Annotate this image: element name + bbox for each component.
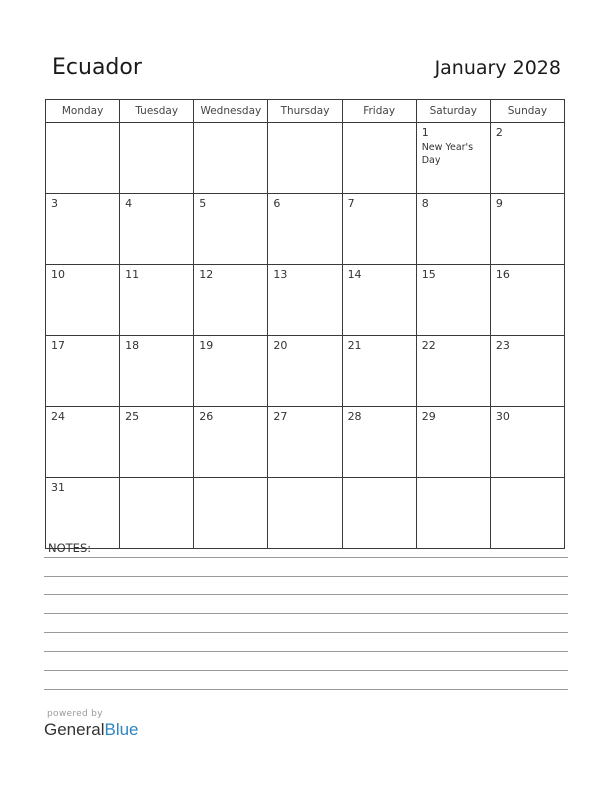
day-number: 15	[421, 268, 436, 281]
calendar-week-row	[46, 265, 565, 336]
calendar-day-cell	[194, 407, 268, 478]
weekday-header: Thursday	[268, 100, 342, 123]
calendar-day-cell	[268, 478, 342, 549]
day-number: 18	[125, 339, 140, 352]
day-number: 2	[495, 126, 503, 139]
calendar-day-cell	[416, 336, 490, 407]
calendar-day-cell	[194, 478, 268, 549]
note-line	[44, 613, 568, 614]
weekday-header: Wednesday	[194, 100, 268, 123]
day-number: 16	[495, 268, 510, 281]
day-number: 8	[421, 197, 429, 210]
calendar-day-cell	[194, 194, 268, 265]
day-number: 1	[421, 126, 429, 139]
day-number: 24	[51, 410, 65, 423]
calendar-day-cell	[490, 407, 564, 478]
calendar-day-cell	[342, 123, 416, 194]
day-number: 22	[421, 339, 436, 352]
brand-general: General	[44, 720, 105, 739]
day-number: 29	[421, 410, 436, 423]
day-number: 23	[495, 339, 510, 352]
calendar-day-cell	[46, 336, 120, 407]
weekday-header: Monday	[46, 100, 120, 123]
calendar-day-cell	[268, 265, 342, 336]
calendar-day-cell	[342, 336, 416, 407]
calendar-day-cell	[416, 194, 490, 265]
calendar-country: Ecuador	[52, 55, 142, 80]
calendar-day-cell	[120, 123, 194, 194]
day-number: 20	[273, 339, 288, 352]
day-number: 19	[199, 339, 214, 352]
calendar-day-cell	[120, 407, 194, 478]
day-number: 11	[125, 268, 140, 281]
day-number: 13	[273, 268, 288, 281]
calendar-day-cell	[120, 336, 194, 407]
calendar-day-cell	[342, 194, 416, 265]
day-number: 7	[347, 197, 355, 210]
day-number: 12	[199, 268, 214, 281]
calendar-day-cell	[416, 123, 490, 194]
day-number: 9	[495, 197, 503, 210]
calendar-day-cell	[46, 478, 120, 549]
calendar-day-cell	[490, 123, 564, 194]
calendar-day-cell	[342, 265, 416, 336]
calendar-day-cell	[490, 478, 564, 549]
weekday-header: Tuesday	[120, 100, 194, 123]
calendar-day-cell	[120, 478, 194, 549]
note-line	[44, 689, 568, 690]
calendar-day-cell	[416, 478, 490, 549]
calendar-week-row	[46, 478, 565, 549]
calendar-day-cell	[416, 265, 490, 336]
day-number: 6	[273, 197, 281, 210]
note-line	[44, 576, 568, 577]
calendar-day-cell	[46, 265, 120, 336]
day-number: 4	[125, 197, 133, 210]
calendar-day-cell	[342, 407, 416, 478]
calendar-day-cell	[268, 123, 342, 194]
calendar-grid	[45, 99, 565, 549]
calendar-day-cell	[268, 194, 342, 265]
note-line	[44, 651, 568, 652]
holiday-label: New Year's Day	[421, 142, 474, 166]
note-line	[44, 594, 568, 595]
day-number: 3	[51, 197, 58, 210]
calendar-week-row	[46, 194, 565, 265]
day-number: 25	[125, 410, 140, 423]
powered-by-text: powered by	[47, 709, 103, 719]
calendar-day-cell	[416, 407, 490, 478]
day-number: 10	[51, 268, 65, 281]
calendar-day-cell	[46, 194, 120, 265]
brand-blue: Blue	[104, 720, 139, 739]
weekday-header: Sunday	[490, 100, 564, 123]
calendar-day-cell	[46, 407, 120, 478]
calendar-day-cell	[194, 265, 268, 336]
day-number: 30	[495, 410, 510, 423]
weekday-header-row	[46, 100, 565, 123]
calendar-day-cell	[120, 265, 194, 336]
calendar-day-cell	[490, 194, 564, 265]
calendar-day-cell	[194, 123, 268, 194]
day-number: 31	[51, 481, 65, 494]
calendar-day-cell	[342, 478, 416, 549]
calendar-day-cell	[268, 407, 342, 478]
calendar-week-row	[46, 123, 565, 194]
day-number: 21	[347, 339, 362, 352]
weekday-header: Friday	[342, 100, 416, 123]
calendar-day-cell	[120, 194, 194, 265]
brand-logo	[44, 720, 139, 740]
day-number: 17	[51, 339, 65, 352]
calendar-month-year: January 2028	[434, 57, 561, 79]
calendar-day-cell	[268, 336, 342, 407]
note-line	[44, 670, 568, 671]
calendar-week-row	[46, 336, 565, 407]
note-line	[44, 557, 568, 558]
day-number: 28	[347, 410, 362, 423]
calendar-week-row	[46, 407, 565, 478]
calendar-day-cell	[194, 336, 268, 407]
notes-label: NOTES:	[48, 541, 92, 555]
day-number: 14	[347, 268, 362, 281]
weekday-header: Saturday	[416, 100, 490, 123]
day-number: 27	[273, 410, 288, 423]
calendar-day-cell	[46, 123, 120, 194]
calendar-day-cell	[490, 336, 564, 407]
day-number: 5	[199, 197, 207, 210]
calendar-day-cell	[490, 265, 564, 336]
note-line	[44, 632, 568, 633]
day-number: 26	[199, 410, 214, 423]
